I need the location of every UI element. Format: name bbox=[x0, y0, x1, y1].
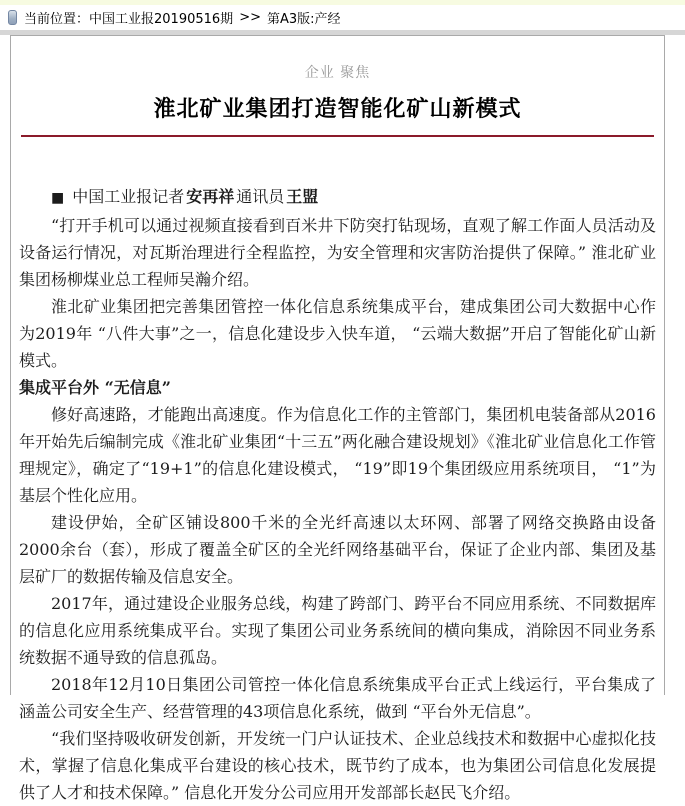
title-rule bbox=[21, 135, 654, 137]
article-container bbox=[10, 35, 665, 802]
breadcrumb-separator: >> bbox=[239, 10, 261, 25]
article-byline bbox=[19, 183, 656, 212]
article-paragraph: 2017年，通过建设企业服务总线，构建了跨部门、跨平台不同应用系统、不同数据库的信息化应用系统集成平台。实现了集团公司业务系统间的横向集成，消除因不同业务系统数据不通导致的信息孤岛。 bbox=[19, 594, 656, 667]
article-body bbox=[19, 212, 656, 806]
article-paragraph: 淮北矿业集团把完善集团管控一体化信息系统集成平台，建成集团公司大数据中心作为2019年 “八件大事”之一，信息化建设步入快车道， “云端大数据”开启了智能化矿山新模式。 bbox=[19, 297, 656, 370]
byline-name: 安再祥 bbox=[186, 187, 235, 206]
breadcrumb-marker-icon bbox=[8, 10, 17, 25]
article-subheading: 集成平台外 “无信息” bbox=[19, 378, 171, 397]
article-paragraph: 建设伊始，全矿区铺设800千米的全光纤高速以太环网、部署了网络交换路由设备2000余台（套），形成了覆盖全矿区的全光纤网络基础平台，保证了企业内部、集团及基层矿厂的数据传输及信息安全。 bbox=[19, 513, 656, 586]
article-category: 企业 聚焦 bbox=[304, 65, 371, 81]
byline-name: 王盟 bbox=[286, 187, 319, 206]
article-paragraph: 2018年12月10日集团公司管控一体化信息系统集成平台正式上线运行，平台集成了涵盖公司安全生产、经营管理的43项信息化系统，做到 “平台外无信息”。 bbox=[19, 675, 656, 721]
breadcrumb-location-label: 当前位置： bbox=[24, 12, 90, 27]
article-title: 淮北矿业集团打造智能化矿山新模式 bbox=[153, 96, 522, 122]
breadcrumb-issue-link[interactable]: 中国工业报20190516期 bbox=[89, 12, 234, 27]
breadcrumb-section-link[interactable]: 第A3版:产经 bbox=[266, 12, 341, 27]
breadcrumb bbox=[0, 5, 685, 30]
article-paragraph: “打开手机可以通过视频直接看到百米井下防突打钻现场，直观了解工作面人员活动及设备运行情况，对瓦斯治理进行全程监控，为安全管理和灾害防治提供了保障。” 淮北矿业集团杨柳煤业总工程师吴瀚介绍。 bbox=[19, 216, 656, 289]
article-paragraph: “我们坚持吸收研发创新，开发统一门户认证技术、企业总线技术和数据中心虚拟化技术，掌握了信息化集成平台建设的核心技术，既节约了成本，也为集团公司信息化发展提供了人才和技术保障。” 信息化开发分公司应用开发部部长赵民飞介绍。 bbox=[19, 729, 656, 802]
byline-parts bbox=[72, 187, 320, 206]
byline-bullet-icon: ■ bbox=[51, 190, 65, 206]
byline-role: 通讯员 bbox=[236, 187, 285, 206]
byline-role: 中国工业报记者 bbox=[72, 187, 185, 206]
article-paragraph: 修好高速路，才能跑出高速度。作为信息化工作的主管部门，集团机电装备部从2016年开始先后编制完成《淮北矿业集团“十三五”两化融合建设规划》《淮北矿业信息化工作管理规定》，确定了“19+1”的信息化建设模式， “19”即19个集团级应用系统项目， “1”为基层个性化应用。 bbox=[19, 405, 656, 505]
